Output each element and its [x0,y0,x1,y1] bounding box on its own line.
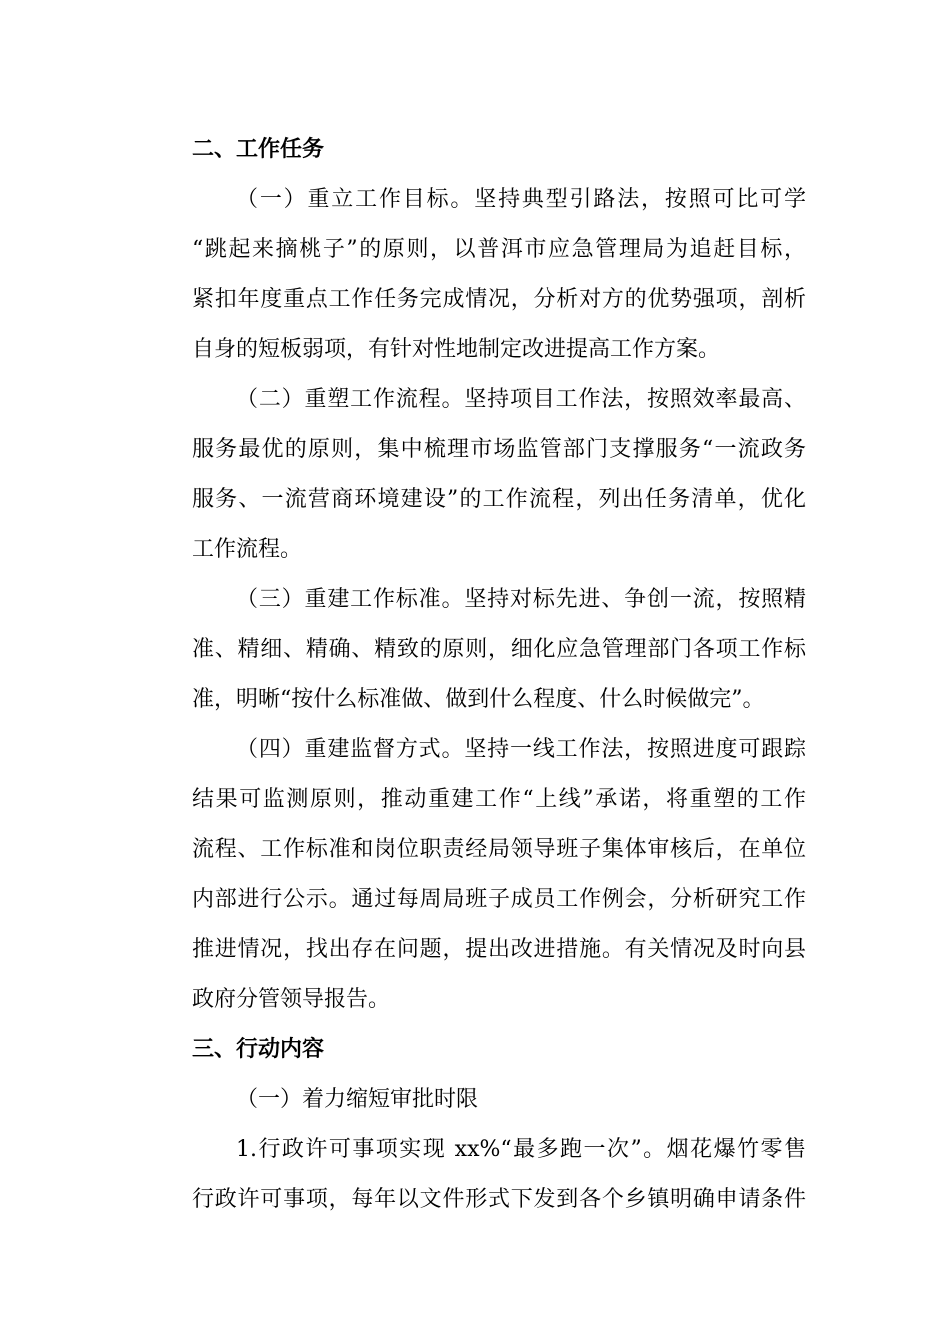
subheading-shorten-approval [144,1075,806,1125]
paragraph-line: （一）重立工作目标。坚持典型引路法，按照可比可学 [236,187,806,212]
paragraph-supervision [144,725,806,1025]
paragraph-line: “跳起来摘桃子”的原则，以普洱市应急管理局为追赶目标， [192,237,806,262]
paragraph-line: 内部进行公示。通过每周局班子成员工作例会，分析研究工作 [192,887,806,912]
paragraph-line: 1.行政许可事项实现 xx%“最多跑一次”。烟花爆竹零售 [236,1137,806,1162]
paragraph-one-visit [144,1125,806,1225]
paragraph-line: 行政许可事项，每年以文件形式下发到各个乡镇明确申请条件 [192,1187,806,1212]
paragraph-work-process [144,375,806,575]
section-heading-work-tasks: 二、工作任务 [192,137,325,162]
paragraph-line: （三）重建工作标准。坚持对标先进、争创一流，按照精 [236,587,806,612]
paragraph-line: 工作流程。 [192,537,303,562]
paragraph-line: 自身的短板弱项，有针对性地制定改进提高工作方案。 [192,337,721,362]
paragraph-line: （四）重建监督方式。坚持一线工作法，按照进度可跟踪 [236,737,806,762]
paragraph-line: 流程、工作标准和岗位职责经局领导班子集体审核后，在单位 [192,837,806,862]
section-heading-action-content: 三、行动内容 [192,1037,325,1062]
paragraph-line: 紧扣年度重点工作任务完成情况，分析对方的优势强项，剖析 [192,287,806,312]
paragraph-line: （一）着力缩短审批时限 [236,1087,479,1112]
paragraph-line: 服务、一流营商环境建设”的工作流程，列出任务清单，优化 [192,487,806,512]
paragraph-work-goal [144,175,806,375]
paragraph-line: 推进情况，找出存在问题，提出改进措施。有关情况及时向县 [192,937,806,962]
paragraph-line: 准、精细、精确、精致的原则，细化应急管理部门各项工作标 [192,637,806,662]
paragraph-line: （二）重塑工作流程。坚持项目工作法，按照效率最高、 [236,387,806,412]
paragraph-line: 服务最优的原则，集中梳理市场监管部门支撑服务“一流政务 [192,437,806,462]
paragraph-work-standard [144,575,806,725]
paragraph-line: 政府分管领导报告。 [192,987,391,1012]
paragraph-line: 结果可监测原则，推动重建工作“上线”承诺，将重塑的工作 [192,787,806,812]
paragraph-line: 准，明晰“按什么标准做、做到什么程度、什么时候做完”。 [192,687,765,712]
document-body [144,125,806,1225]
